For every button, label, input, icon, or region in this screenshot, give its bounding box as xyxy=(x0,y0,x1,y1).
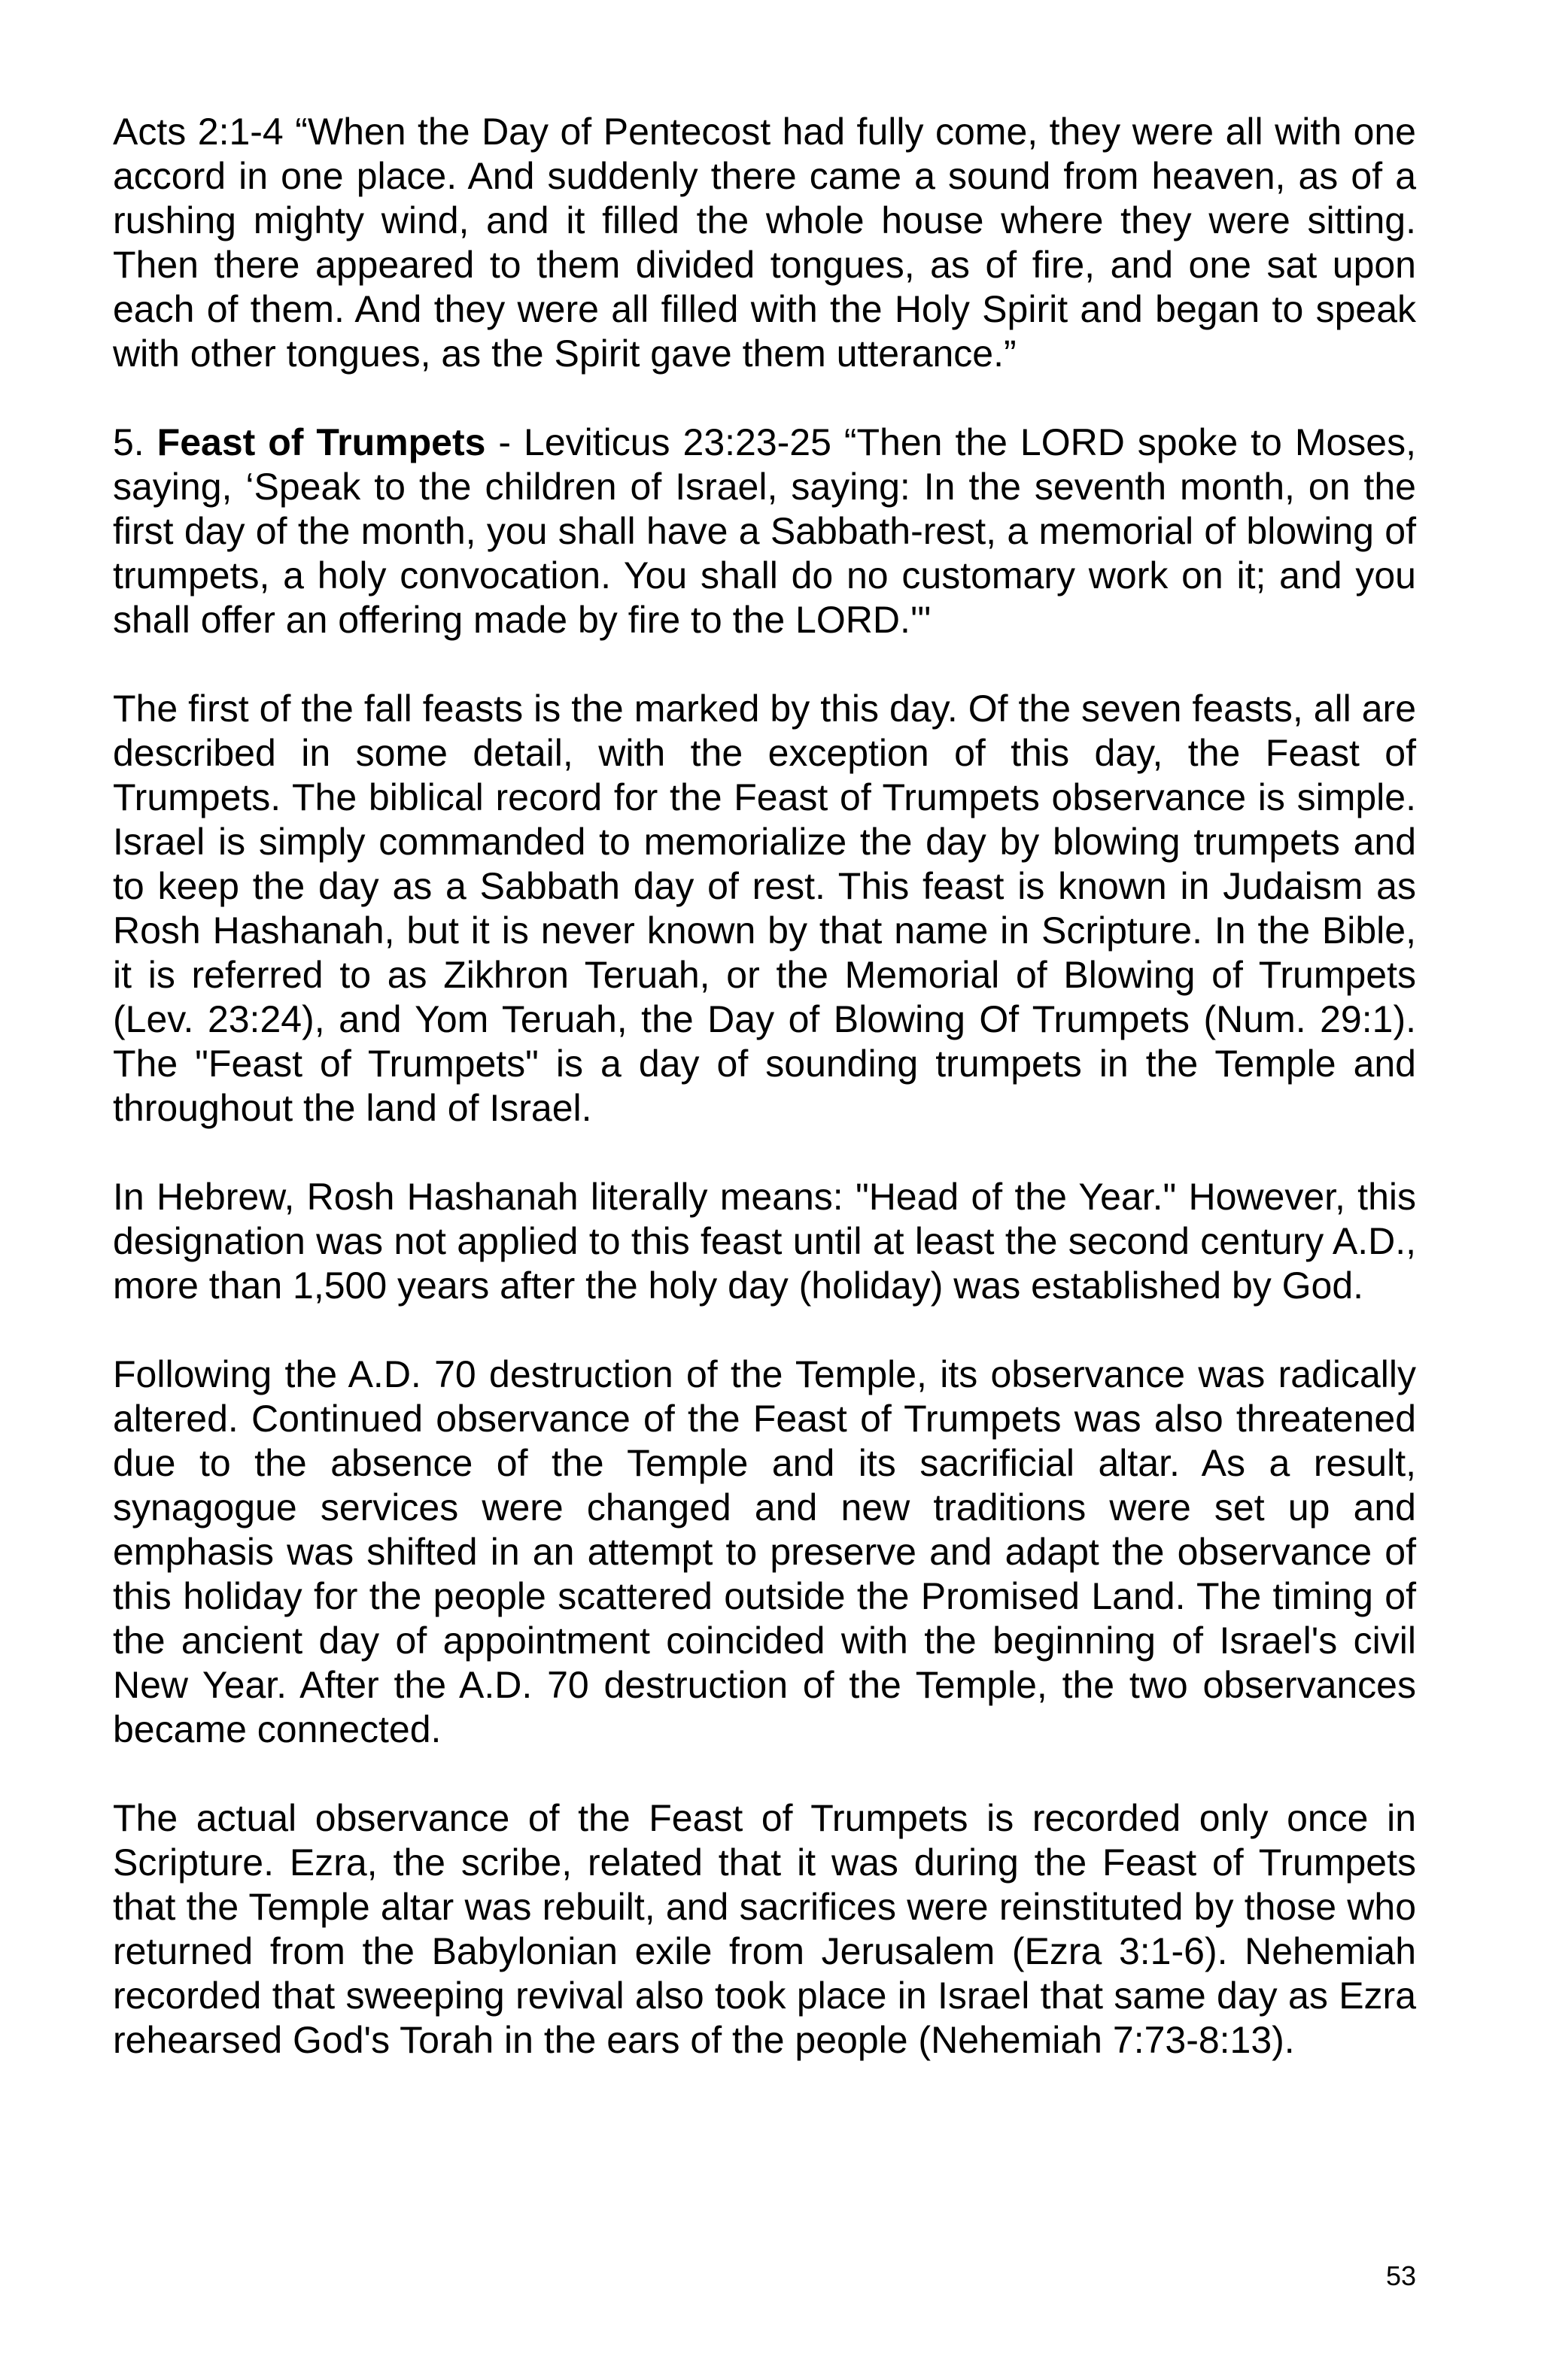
paragraph-acts-pentecost: Acts 2:1-4 “When the Day of Pentecost had fully come, they were all with one accord in one place. And suddenly there came a sound from heaven, as of a rushing mighty wind, and it filled the whole house where they were sitting. Then there appeared to them divided tongues, as of fire, and one sat upon each of them. And they were all filled with the Holy Spirit and began to speak with other tongues, as the Spirit gave them utterance.” xyxy=(113,111,1416,375)
item-number: 5. xyxy=(113,421,144,463)
paragraph-feast-of-trumpets-item xyxy=(113,420,1416,642)
paragraph-rosh-hashanah-meaning: In Hebrew, Rosh Hashanah literally means: "Head of the Year." However, this designation was not applied to this feast until at least the second century A.D., more than 1,500 years after the holy day (holiday) was established by God. xyxy=(113,1176,1416,1307)
document-body xyxy=(113,110,1416,2063)
paragraph-fall-feasts: The first of the fall feasts is the marked by this day. Of the seven feasts, all are described in some detail, with the exception of this day, the Feast of Trumpets. The biblical record for the Feast of Trumpets observance is simple. Israel is simply commanded to memorialize the day by blowing trumpets and to keep the day as a Sabbath day of rest. This feast is known in Judaism as Rosh Hashanah, but it is never known by that name in Scripture. In the Bible, it is referred to as Zikhron Teruah, or the Memorial of Blowing of Trumpets (Lev. 23:24), and Yom Teruah, the Day of Blowing Of Trumpets (Num. 29:1). The "Feast of Trumpets" is a day of sounding trumpets in the Temple and throughout the land of Israel. xyxy=(113,688,1416,1129)
feast-name: Feast of Trumpets xyxy=(157,421,486,463)
paragraph-temple-destruction: Following the A.D. 70 destruction of the Temple, its observance was radically altered. Continued observance of the Feast of Trumpets was also threatened due to the absence of the Temple and its sacrificial altar. As a result, synagogue services were changed and new traditions were set up and emphasis was shifted in an attempt to preserve and adapt the observance of this holiday for the people scattered outside the Promised Land. The timing of the ancient day of appointment coincided with the beginning of Israel's civil New Year. After the A.D. 70 destruction of the Temple, the two observances became connected. xyxy=(113,1353,1416,1750)
feast-scripture-text: - Leviticus 23:23-25 “Then the LORD spoke to Moses, saying, ‘Speak to the children of Israel, saying: In the seventh month, on the first day of the month, you shall have a Sabbath-rest, a memorial of blowing of trumpets, a holy convocation. You shall do no customary work on it; and you shall offer an offering made by fire to the LORD.'" xyxy=(113,421,1416,641)
page-number: 53 xyxy=(1385,2260,1416,2291)
paragraph-ezra-nehemiah: The actual observance of the Feast of Trumpets is recorded only once in Scripture. Ezra, the scribe, related that it was during the Feast of Trumpets that the Temple altar was rebuilt, and sacrifices were reinstituted by those who returned from the Babylonian exile from Jerusalem (Ezra 3:1-6). Nehemiah recorded that sweeping revival also took place in Israel that same day as Ezra rehearsed God's Torah in the ears of the people (Nehemiah 7:73-8:13). xyxy=(113,1797,1416,2061)
